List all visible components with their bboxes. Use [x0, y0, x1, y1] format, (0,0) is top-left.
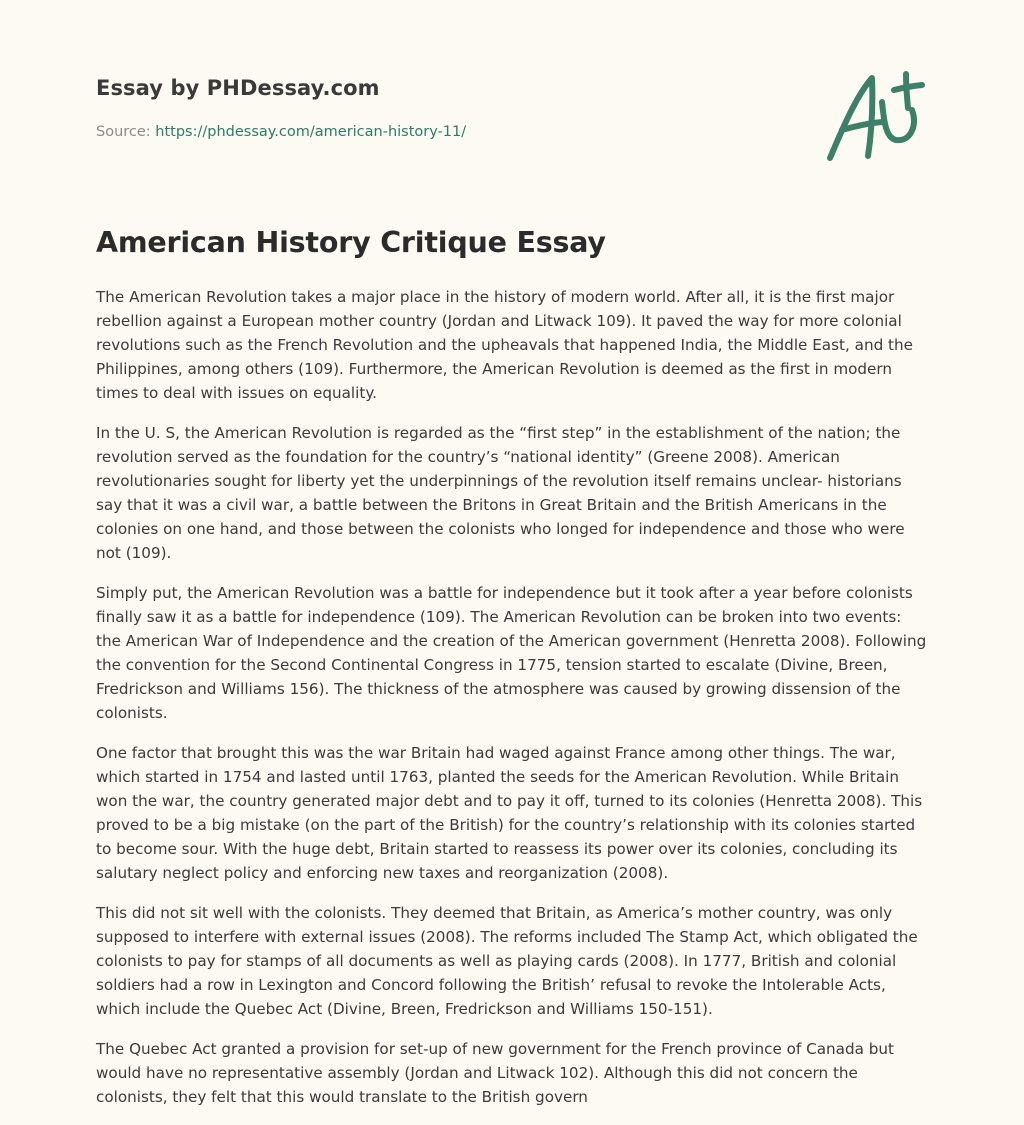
source-link[interactable]: https://phdessay.com/american-history-11/ — [155, 124, 467, 140]
essay-paragraph-3: Simply put, the American Revolution was a battle for independence but it took after a year before colonists finally saw it as a battle for independence (109). The American Revolution can be broken into two events: the American War of Independence and the creation of the American government (Henretta 2008). Following the convention for the Second Continental Congress in 1775, tension started to escalate (Divine, Breen, Fredrickson and Williams 156). The thickness of the atmosphere was caused by growing dissension of the colonists. — [96, 584, 927, 722]
source-label: Source: — [96, 124, 156, 140]
a-plus-logo-icon — [822, 68, 926, 164]
brand-title: Essay by PHDessay.com — [96, 76, 380, 100]
essay-paragraph-2: In the U. S, the American Revolution is regarded as the “first step” in the establishment of the nation; the revolution served as the foundation for the country’s “national identity” (Greene 2008). American revolutionaries sought for liberty yet the underpinnings of the revolution itself remains unclear- historians say that it was a civil war, a battle between the Britons in Great Britain and the British Americans in the colonies on one hand, and those between the colonists who longed for independence and those who were not (109). — [96, 424, 905, 562]
page-header — [96, 76, 928, 186]
essay-paragraph-6: The Quebec Act granted a provision for set-up of new government for the French province of Canada but would have no representative assembly (Jordan and Litwack 102). Although this did not concern the colonists, they felt that this would translate to the British govern — [96, 1040, 894, 1106]
essay-title: American History Critique Essay — [96, 226, 606, 259]
essay-body — [96, 285, 928, 1125]
essay-paragraph-1: The American Revolution takes a major place in the history of modern world. After all, it is the first major rebellion against a European mother country (Jordan and Litwack 109). It paved the way for more colonial revolutions such as the French Revolution and the upheavals that happened India, the Middle East, and the Philippines, among others (109). Furthermore, the American Revolution is deemed as the first in modern times to deal with issues on equality. — [96, 288, 913, 402]
source-line — [96, 124, 466, 140]
essay-paragraph-4: One factor that brought this was the war Britain had waged against France among other things. The war, which started in 1754 and lasted until 1763, planted the seeds for the American Revolution. While Britain won the war, the country generated major debt and to pay it off, turned to its colonies (Henretta 2008). This proved to be a big mistake (on the part of the British) for the country’s relationship with its colonies started to become sour. With the huge debt, Britain started to reassess its power over its colonies, concluding its salutary neglect policy and enforcing new taxes and reorganization (2008). — [96, 744, 923, 882]
essay-paragraph-5: This did not sit well with the colonists. They deemed that Britain, as America’s mother country, was only supposed to interfere with external issues (2008). The reforms included The Stamp Act, which obligated the colonists to pay for stamps of all documents as well as playing cards (2008). In 1777, British and colonial soldiers had a row in Lexington and Concord following the British’ refusal to revoke the Intolerable Acts, which include the Quebec Act (Divine, Breen, Fredrickson and Williams 150-151). — [96, 904, 918, 1018]
